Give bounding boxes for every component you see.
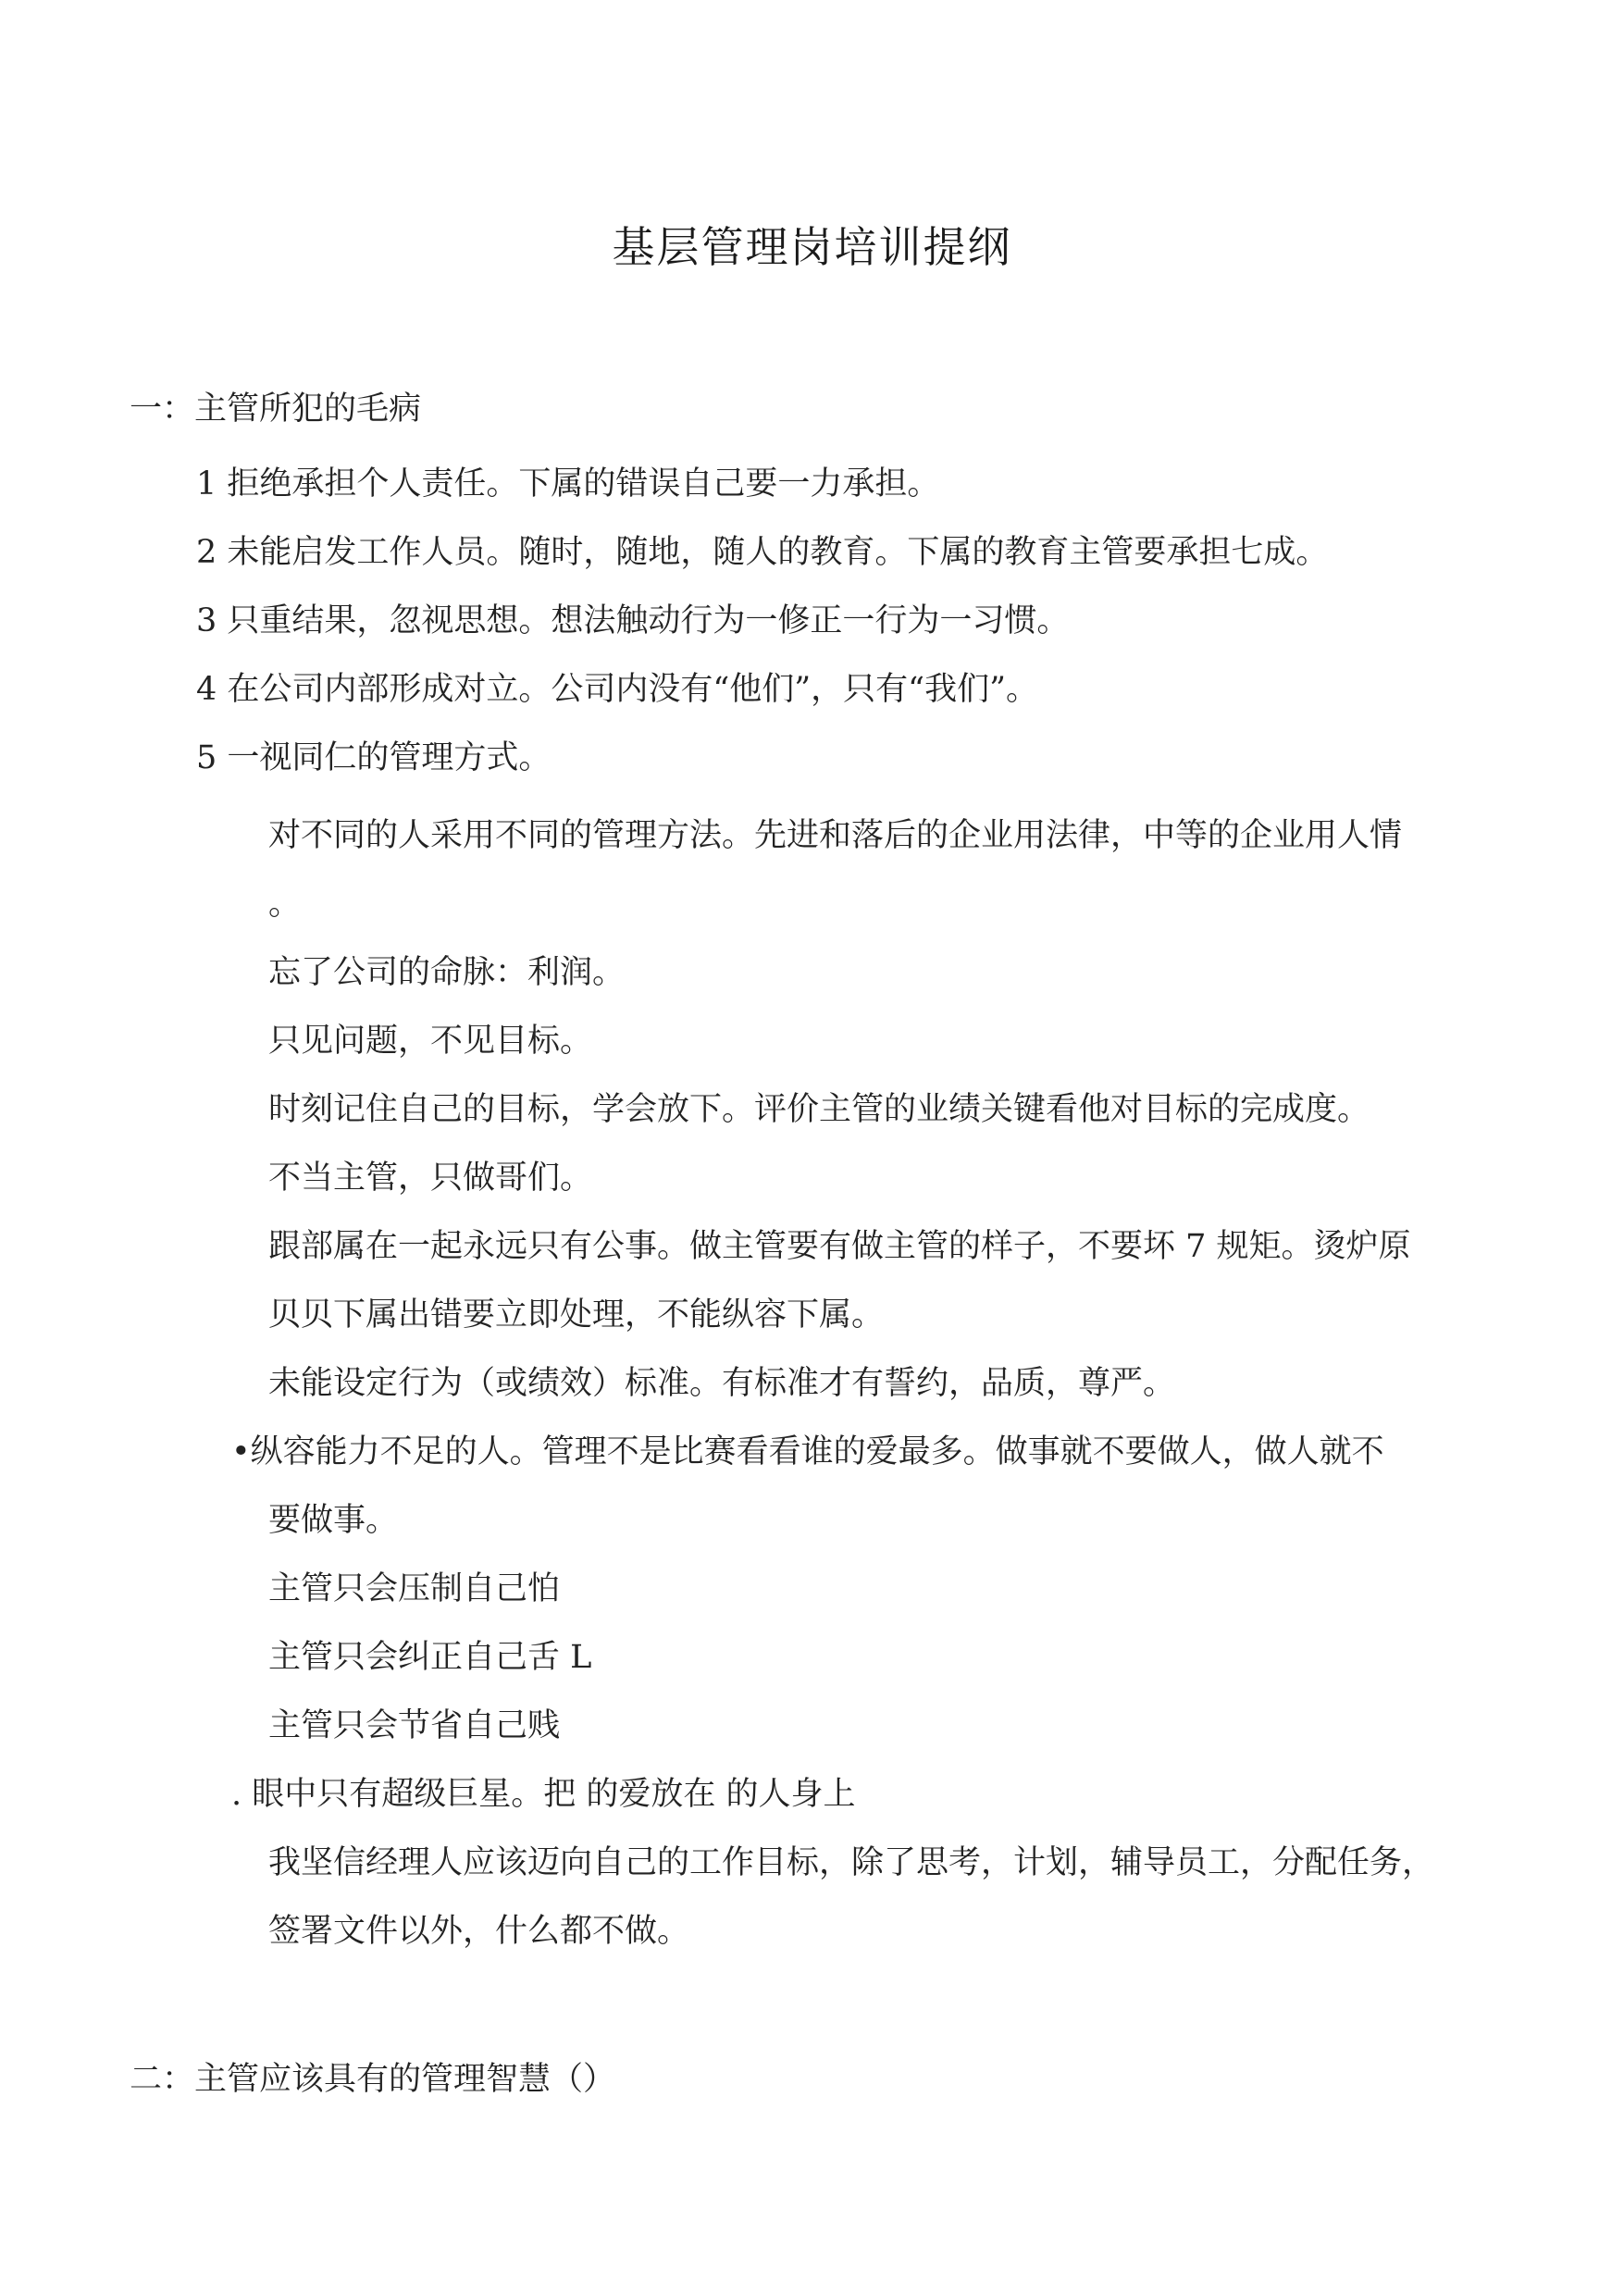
list-item: 3 只重结果，忽视思想。想法触动行为一修正一行为一习惯。	[196, 602, 1070, 639]
paragraph-line: 对不同的人采用不同的管理方法。先进和落后的企业用法律，中等的企业用人情	[268, 817, 1403, 854]
paragraph-line: 时刻记住自己的目标，学会放下。评价主管的业绩关键看他对目标的完成度。	[268, 1091, 1370, 1128]
section-2-heading: 二：主管应该具有的管理智慧（）	[130, 2061, 616, 2098]
list-item: 2 未能启发工作人员。随时，随地，随人的教育。下属的教育主管要承担七成。	[196, 534, 1329, 571]
dot-line: . 眼中只有超级巨星。把 的爱放在 的人身上	[231, 1776, 856, 1813]
paragraph-line: 要做事。	[268, 1502, 399, 1539]
paragraph-line: 主管只会节省自己贱	[268, 1707, 561, 1744]
paragraph-line: 忘了公司的命脉：利润。	[268, 954, 626, 991]
list-item: 5 一视同仁的管理方式。	[196, 739, 552, 776]
bullet-line: •纵容能力不足的人。管理不是比赛看看谁的爱最多。做事就不要做人，做人就不	[231, 1433, 1384, 1470]
paragraph-line: 未能设定行为（或绩效）标准。有标准才有誓约，品质，尊严。	[268, 1365, 1176, 1402]
section-1-heading: 一：主管所犯的毛病	[130, 391, 422, 428]
document-title: 基层管理岗培训提纲	[612, 222, 1012, 272]
paragraph-line: 不当主管，只做哥们。	[268, 1160, 593, 1197]
paragraph-line: 贝贝下属出错要立即处理，不能纵容下属。	[268, 1296, 885, 1334]
paragraph-line: 主管只会压制自己怕	[268, 1570, 561, 1607]
paragraph-line: 只见问题，不见目标。	[268, 1023, 593, 1060]
list-item: 1 拒绝承担个人责任。下属的错误自己要一力承担。	[196, 465, 940, 502]
paragraph-line: 我坚信经理人应该迈向自己的工作目标，除了思考，计划，辅导员工，分配任务，	[268, 1844, 1435, 1881]
paragraph-line: 跟部属在一起永远只有公事。做主管要有做主管的样子，不要坏 7 规矩。烫炉原	[268, 1228, 1411, 1265]
list-item: 4 在公司内部形成对立。公司内没有“他们”，只有“我们”。	[196, 671, 1038, 708]
paragraph-line: 主管只会纠正自己舌 L	[268, 1639, 592, 1676]
paragraph-line: 。	[268, 886, 302, 923]
paragraph-line: 签署文件以外，什么都不做。	[268, 1913, 690, 1950]
